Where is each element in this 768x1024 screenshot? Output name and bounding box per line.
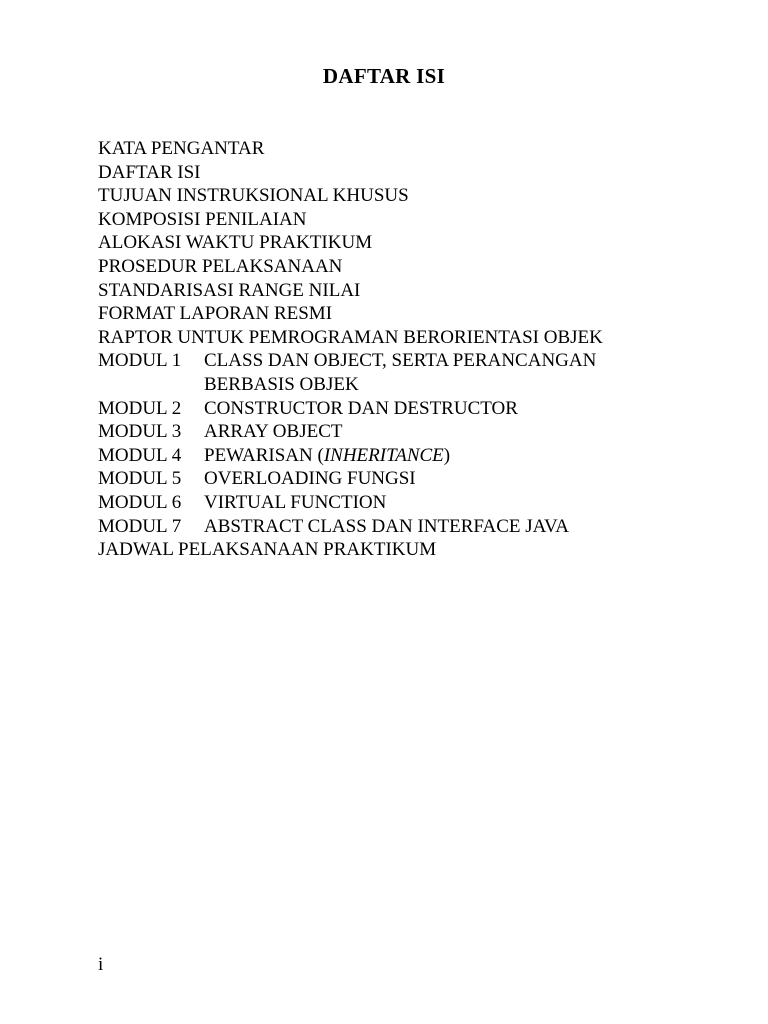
module-label: MODUL 6 — [98, 491, 182, 513]
page-title: DAFTAR ISI — [322, 64, 446, 88]
module-label: MODUL 3 — [98, 421, 182, 443]
toc-entry-standarisasi-range: STANDARISASI RANGE NILAI — [98, 279, 361, 301]
page-number: i — [98, 954, 104, 975]
toc-entry-kata-pengantar: KATA PENGANTAR — [98, 138, 265, 159]
toc-entry-raptor: RAPTOR UNTUK PEMROGRAMAN BERORIENTASI OBJEK — [98, 326, 603, 348]
toc-entry-modul-2 — [98, 397, 738, 421]
toc-entry-format-laporan: FORMAT LAPORAN RESMI — [98, 303, 333, 325]
toc-entry-tujuan-instruksional: TUJUAN INSTRUKSIONAL KHUSUS — [98, 185, 409, 207]
toc-entry-modul-3 — [98, 420, 738, 444]
module-title-italic: INHERITANCE — [323, 444, 444, 466]
module-title: PEWARISAN ( — [204, 444, 324, 466]
toc-entry-modul-5 — [98, 467, 738, 491]
module-title: VIRTUAL FUNCTION — [204, 491, 387, 513]
module-title: OVERLOADING FUNGSI — [204, 468, 416, 490]
toc-entry-jadwal-pelaksanaan: JADWAL PELAKSANAAN PRAKTIKUM — [98, 539, 437, 561]
module-label: MODUL 1 — [98, 350, 182, 372]
module-title: ABSTRACT CLASS DAN INTERFACE JAVA — [204, 515, 569, 537]
table-of-contents — [98, 137, 738, 562]
module-title: CLASS DAN OBJECT, SERTA PERANCANGAN — [204, 350, 597, 372]
module-label: MODUL 5 — [98, 468, 182, 490]
module-label: MODUL 4 — [98, 444, 182, 466]
toc-entry-modul-6 — [98, 491, 738, 515]
toc-entry-alokasi-waktu: ALOKASI WAKTU PRAKTIKUM — [98, 232, 373, 254]
toc-entry-modul-1-continuation: BERBASIS OBJEK — [204, 373, 359, 395]
module-title: ARRAY OBJECT — [204, 421, 343, 443]
toc-entry-modul-7 — [98, 515, 738, 539]
module-label: MODUL 7 — [98, 515, 182, 537]
toc-entry-komposisi-penilaian: KOMPOSISI PENILAIAN — [98, 208, 307, 230]
toc-entry-daftar-isi: DAFTAR ISI — [98, 161, 201, 183]
toc-entry-modul-4 — [98, 444, 738, 468]
toc-entry-modul-1 — [98, 349, 738, 373]
module-title: CONSTRUCTOR DAN DESTRUCTOR — [204, 397, 518, 419]
module-label: MODUL 2 — [98, 397, 182, 419]
toc-entry-prosedur-pelaksanaan: PROSEDUR PELAKSANAAN — [98, 255, 343, 277]
module-title-suffix: ) — [443, 444, 451, 466]
